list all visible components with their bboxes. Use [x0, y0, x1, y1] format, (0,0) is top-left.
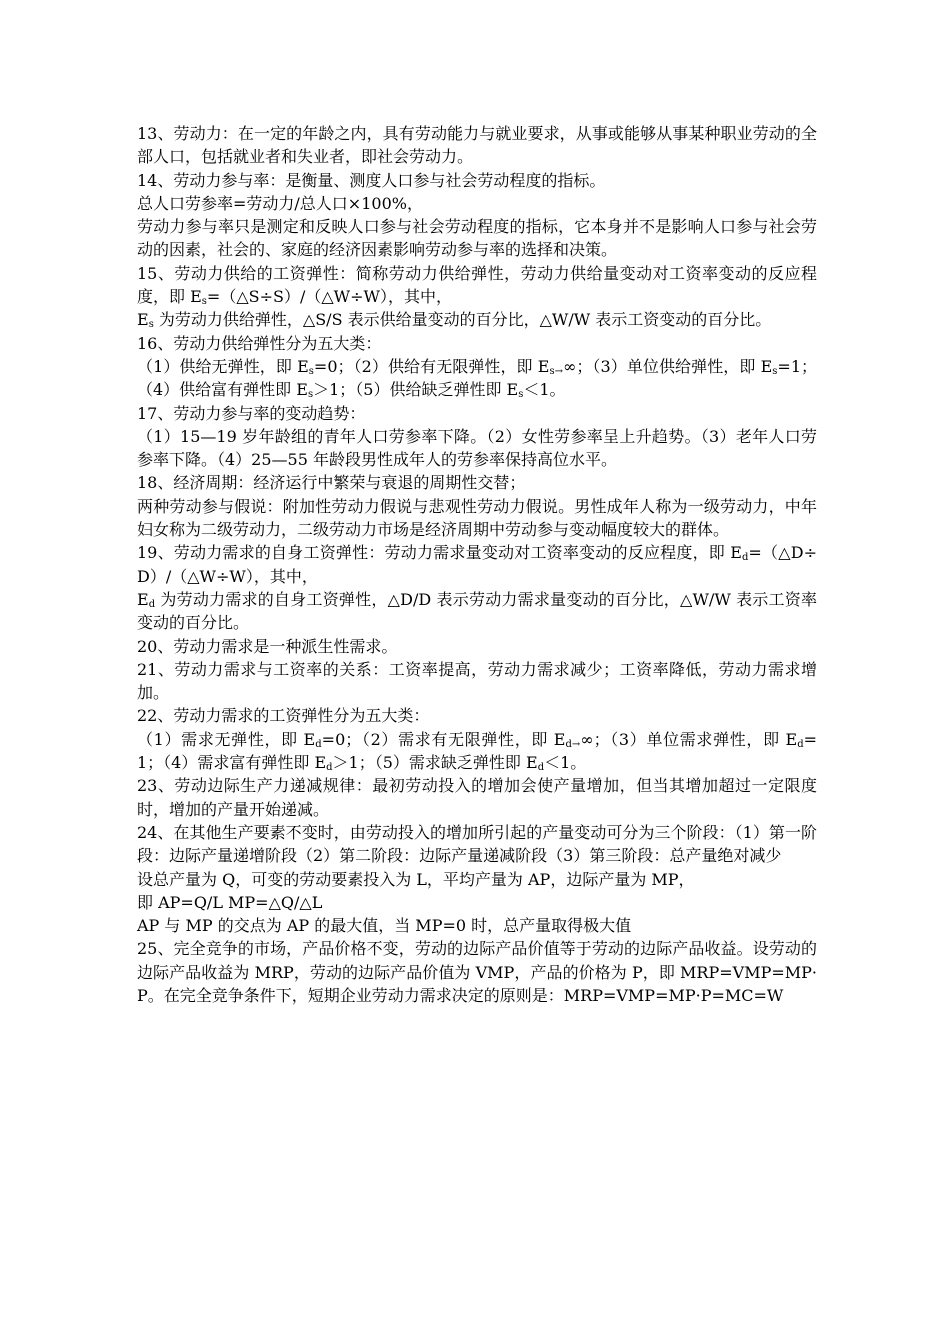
- paragraph-24: 24、在其他生产要素不变时，由劳动投入的增加所引起的产量变动可分为三个阶段：（1）第一阶段：边际产量递增阶段（2）第二阶段：边际产量递减阶段（3）第三阶段：总产量绝对减少: [137, 822, 817, 866]
- paragraph-17-list: （1）15—19 岁年龄组的青年人口劳参率下降。（2）女性劳参率呈上升趋势。（3）老年人口劳参率下降。（4）25—55 年龄段男性成年人的劳参率保持高位水平。: [137, 426, 817, 470]
- paragraph-15-note: $E_s$ 为劳动力供给弹性，△S/S 表示供给量变动的百分比，△W/W 表示工资变动的百分比。: [137, 310, 772, 331]
- paragraph-17: 17、劳动力参与率的变动趋势：: [137, 403, 366, 423]
- paragraph-25: 25、完全竞争的市场，产品价格不变，劳动的边际产品价值等于劳动的边际产品收益。设劳动的边际产品收益为 MRP，劳动的边际产品价值为 VMP，产品的价格为 P，即 MRP=VMP=MP·P。在完全竞争条件下，短期企业劳动力需求决定的原则是：MRP=VMP=MP·P=MC=W: [137, 939, 817, 1005]
- paragraph-18-note: 两种劳动参与假说：附加性劳动力假说与悲观性劳动力假说。男性成年人称为一级劳动力，中年妇女称为二级劳动力，二级劳动力市场是经济周期中劳动参与变动幅度较大的群体。: [137, 496, 817, 540]
- paragraph-20: 20、劳动力需求是一种派生性需求。: [137, 636, 398, 656]
- paragraph-14-note: 劳动力参与率只是测定和反映人口参与社会劳动程度的指标，它本身并不是影响人口参与社会劳动的因素，社会的、家庭的经济因素影响劳动参与率的选择和决策。: [137, 217, 817, 260]
- paragraph-16-list: （1）供给无弹性，即 $E_s=0$；（2）供给有无限弹性，即 $E_{s\to}\infty$；（3）单位供给弹性，即 $E_s=1$；（4）供给富有弹性即 $E_s>1$；（5）供给缺乏弹性即 $E_s<1$。: [137, 356, 817, 401]
- paragraph-22-list: （1）需求无弹性，即 $E_d=0$；（2）需求有无限弹性，即 $E_{d\to}\infty$；（3）单位需求弹性，即 $E_d=1$；（4）需求富有弹性即 $E_d>1$；（5）需求缺乏弹性即 $E_d<1$。: [137, 729, 817, 774]
- paragraph-14-formula: 总人口劳参率=劳动力/总人口×100%，: [137, 193, 423, 213]
- paragraph-19-note: $E_d$ 为劳动力需求的自身工资弹性，△D/D 表示劳动力需求量变动的百分比，△W/W 表示工资率变动的百分比。: [137, 589, 817, 633]
- paragraph-14: 14、劳动力参与率：是衡量、测度人口参与社会劳动程度的指标。: [137, 170, 606, 190]
- paragraph-22: 22、劳动力需求的工资弹性分为五大类：: [137, 706, 430, 726]
- paragraph-23: 23、劳动边际生产力递减规律：最初劳动投入的增加会使产量增加，但当其增加超过一定限度时，增加的产量开始递减。: [137, 776, 817, 819]
- paragraph-18: 18、经济周期：经济运行中繁荣与衰退的周期性交替；: [137, 473, 526, 493]
- paragraph-13: 13、劳动力：在一定的年龄之内，具有劳动能力与就业要求，从事或能够从事某种职业劳动的全部人口，包括就业者和失业者，即社会劳动力。: [137, 124, 817, 167]
- paragraph-19: 19、劳动力需求的自身工资弹性：劳动力需求量变动对工资率变动的反应程度，即 $E_d=(\triangle D\div D)/(\triangle W\div W)$，其中，: [137, 543, 817, 586]
- paragraph-24-formula: 即 AP=Q/L MP=△Q/△L: [137, 892, 323, 912]
- paragraph-15: 15、劳动力供给的工资弹性：简称劳动力供给弹性，劳动力供给量变动对工资率变动的反应程度，即 $E_s=(\triangle S\div S)/(\triangle W\div W)$，其中，: [137, 263, 817, 308]
- paragraph-21: 21、劳动力需求与工资率的关系：工资率提高，劳动力需求减少；工资率降低，劳动力需求增加。: [137, 659, 817, 703]
- paragraph-16: 16、劳动力供给弹性分为五大类：: [137, 333, 382, 353]
- paragraph-24-note: AP 与 MP 的交点为 AP 的最大值，当 MP=0 时，总产量取得极大值: [137, 916, 632, 936]
- document-body: [137, 122, 817, 1007]
- paragraph-24-definitions: 设总产量为 Q，可变的劳动要素投入为 L，平均产量为 AP，边际产量为 MP，: [137, 869, 695, 889]
